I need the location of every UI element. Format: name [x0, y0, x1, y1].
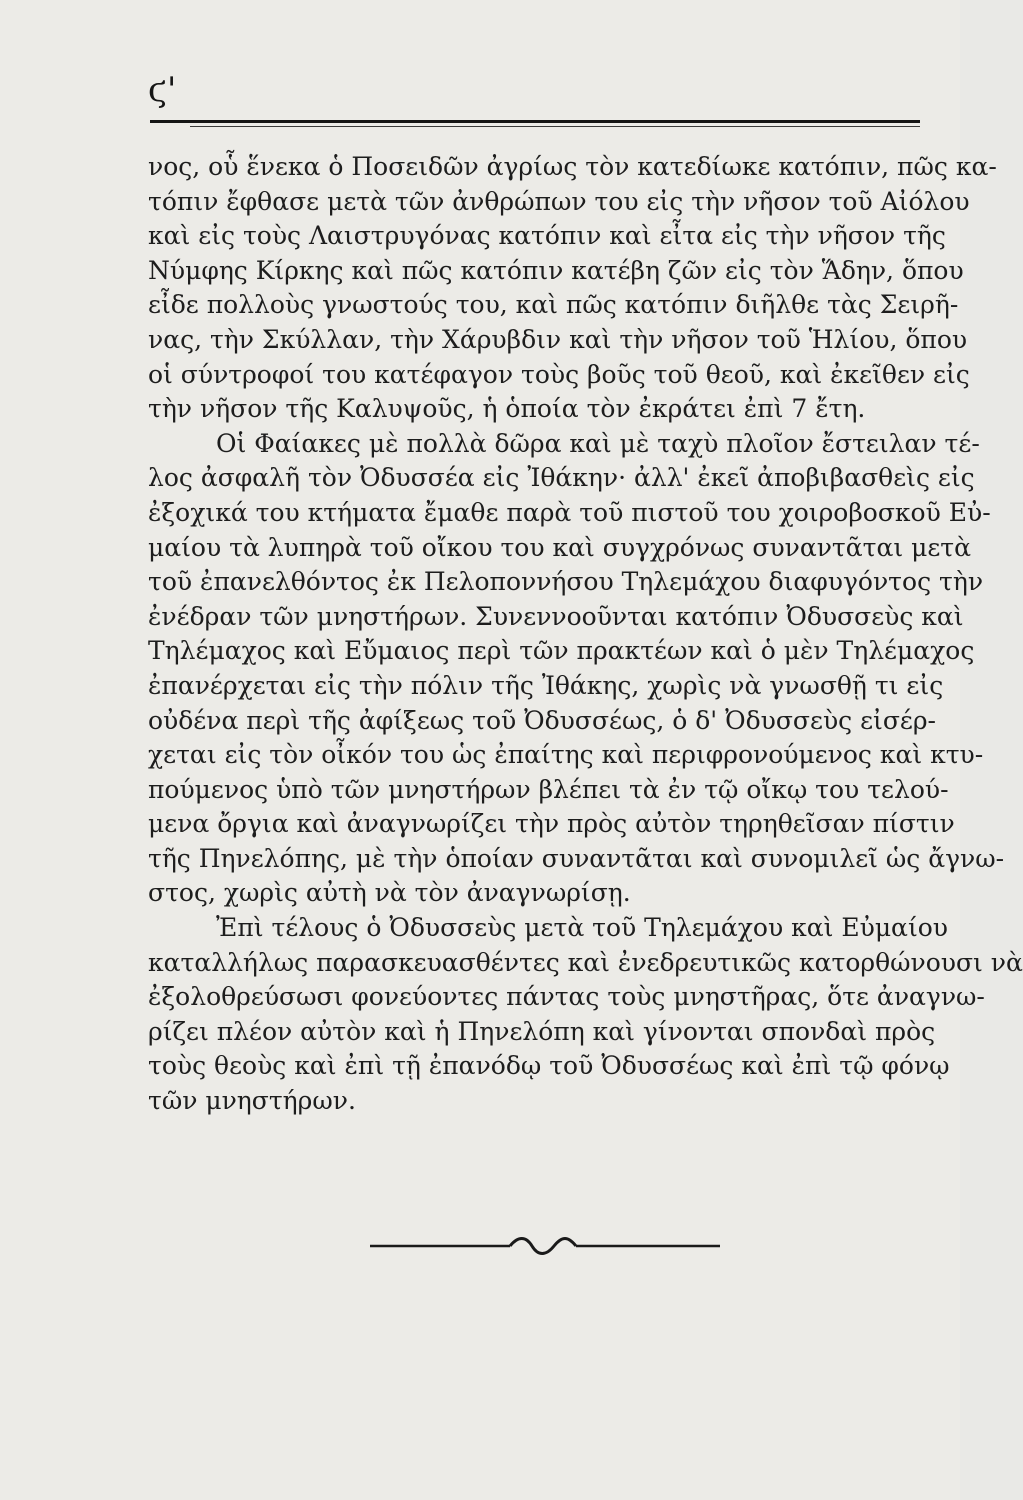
text-line: χεται εἰς τὸν οἶκόν του ὡς ἐπαίτης καὶ περιφρονούμενος καὶ κτυ- — [148, 740, 984, 770]
text-line: λος ἀσφαλῆ τὸν Ὀδυσσέα εἰς Ἰθάκην· ἀλλ' ἐκεῖ ἀποβιβασθεὶς εἰς — [148, 463, 975, 493]
text-line: Ἐπὶ τέλους ὁ Ὀδυσσεὺς μετὰ τοῦ Τηλεμάχου καὶ Εὐμαίου — [216, 913, 948, 943]
body-text — [148, 150, 1023, 1119]
text-line: καὶ εἰς τοὺς Λαιστρυγόνας κατόπιν καὶ εἶτα εἰς τὴν νῆσον τῆς — [148, 221, 946, 251]
text-line: ἐξολοθρεύσωσι φονεύοντες πάντας τοὺς μνηστῆρας, ὅτε ἀναγνω- — [148, 982, 985, 1012]
text-line: ἐξοχικά του κτήματα ἔμαθε παρὰ τοῦ πιστοῦ του χοιροβοσκοῦ Εὐ- — [148, 497, 991, 527]
header-rule — [150, 120, 920, 123]
wavy-divider-ornament-icon — [370, 1236, 720, 1256]
text-line: τόπιν ἔφθασε μετὰ τῶν ἀνθρώπων του εἰς τὴν νῆσον τοῦ Αἰόλου — [148, 186, 970, 216]
text-line: ἐπανέρχεται εἰς τὴν πόλιν τῆς Ἰθάκης, χωρὶς νὰ γνωσθῇ τι εἰς — [148, 670, 944, 700]
text-line: τὴν νῆσον τῆς Καλυψοῦς, ἡ ὁποία τὸν ἐκράτει ἐπὶ 7 ἔτη. — [148, 394, 866, 424]
text-line: μενα ὄργια καὶ ἀναγνωρίζει τὴν πρὸς αὐτὸν τηρηθεῖσαν πίστιν — [148, 809, 955, 839]
text-line: Νύμφης Κίρκης καὶ πῶς κατόπιν κατέβη ζῶν εἰς τὸν Ἅδην, ὅπου — [148, 255, 964, 285]
text-line: μαίου τὰ λυπηρὰ τοῦ οἴκου του καὶ συγχρόνως συναντᾶται μετὰ — [148, 532, 972, 562]
text-line: ρίζει πλέον αὐτὸν καὶ ἡ Πηνελόπη καὶ γίνονται σπονδαὶ πρὸς — [148, 1016, 936, 1046]
page-number: ϛ' — [148, 70, 177, 110]
text-line: ἐνέδραν τῶν μνηστήρων. Συνεννοοῦνται κατόπιν Ὀδυσσεὺς καὶ — [148, 601, 964, 631]
text-line: εἶδε πολλοὺς γνωστούς του, καὶ πῶς κατόπιν διῆλθε τὰς Σειρῆ- — [148, 290, 959, 320]
text-line: καταλλήλως παρασκευασθέντες καὶ ἐνεδρευτικῶς κατορθώνουσι νὰ — [148, 947, 1023, 977]
text-line: νος, οὗ ἕνεκα ὁ Ποσειδῶν ἀγρίως τὸν κατεδίωκε κατόπιν, πῶς κα- — [148, 152, 997, 181]
text-line: τῶν μνηστήρων. — [148, 1086, 356, 1116]
text-line: Τηλέμαχος καὶ Εὔμαιος περὶ τῶν πρακτέων καὶ ὁ μὲν Τηλέμαχος — [148, 636, 975, 666]
text-line: οἱ σύντροφοί του κατέφαγον τοὺς βοῦς τοῦ θεοῦ, καὶ ἐκεῖθεν εἰς — [148, 359, 970, 389]
text-line: Οἱ Φαίακες μὲ πολλὰ δῶρα καὶ μὲ ταχὺ πλοῖον ἔστειλαν τέ- — [216, 428, 980, 458]
text-line: νας, τὴν Σκύλλαν, τὴν Χάρυβδιν καὶ τὴν νῆσον τοῦ Ἡλίου, ὅπου — [148, 324, 968, 354]
text-line: τοὺς θεοὺς καὶ ἐπὶ τῇ ἐπανόδῳ τοῦ Ὀδυσσέως καὶ ἐπὶ τῷ φόνῳ — [148, 1051, 950, 1081]
text-line: πούμενος ὑπὸ τῶν μνηστήρων βλέπει τὰ ἐν τῷ οἴκῳ του τελού- — [148, 774, 949, 804]
text-line: στος, χωρὶς αὐτὴ νὰ τὸν ἀναγνωρίσῃ. — [148, 878, 631, 908]
text-line: τοῦ ἐπανελθόντος ἐκ Πελοποννήσου Τηλεμάχου διαφυγόντος τὴν — [148, 567, 984, 597]
header-rule-thin — [190, 126, 920, 127]
text-line: οὐδένα περὶ τῆς ἀφίξεως τοῦ Ὀδυσσέως, ὁ δ' Ὀδυσσεὺς εἰσέρ- — [148, 705, 937, 735]
text-line: τῆς Πηνελόπης, μὲ τὴν ὁποίαν συναντᾶται καὶ συνομιλεῖ ὡς ἄγνω- — [148, 843, 1005, 873]
